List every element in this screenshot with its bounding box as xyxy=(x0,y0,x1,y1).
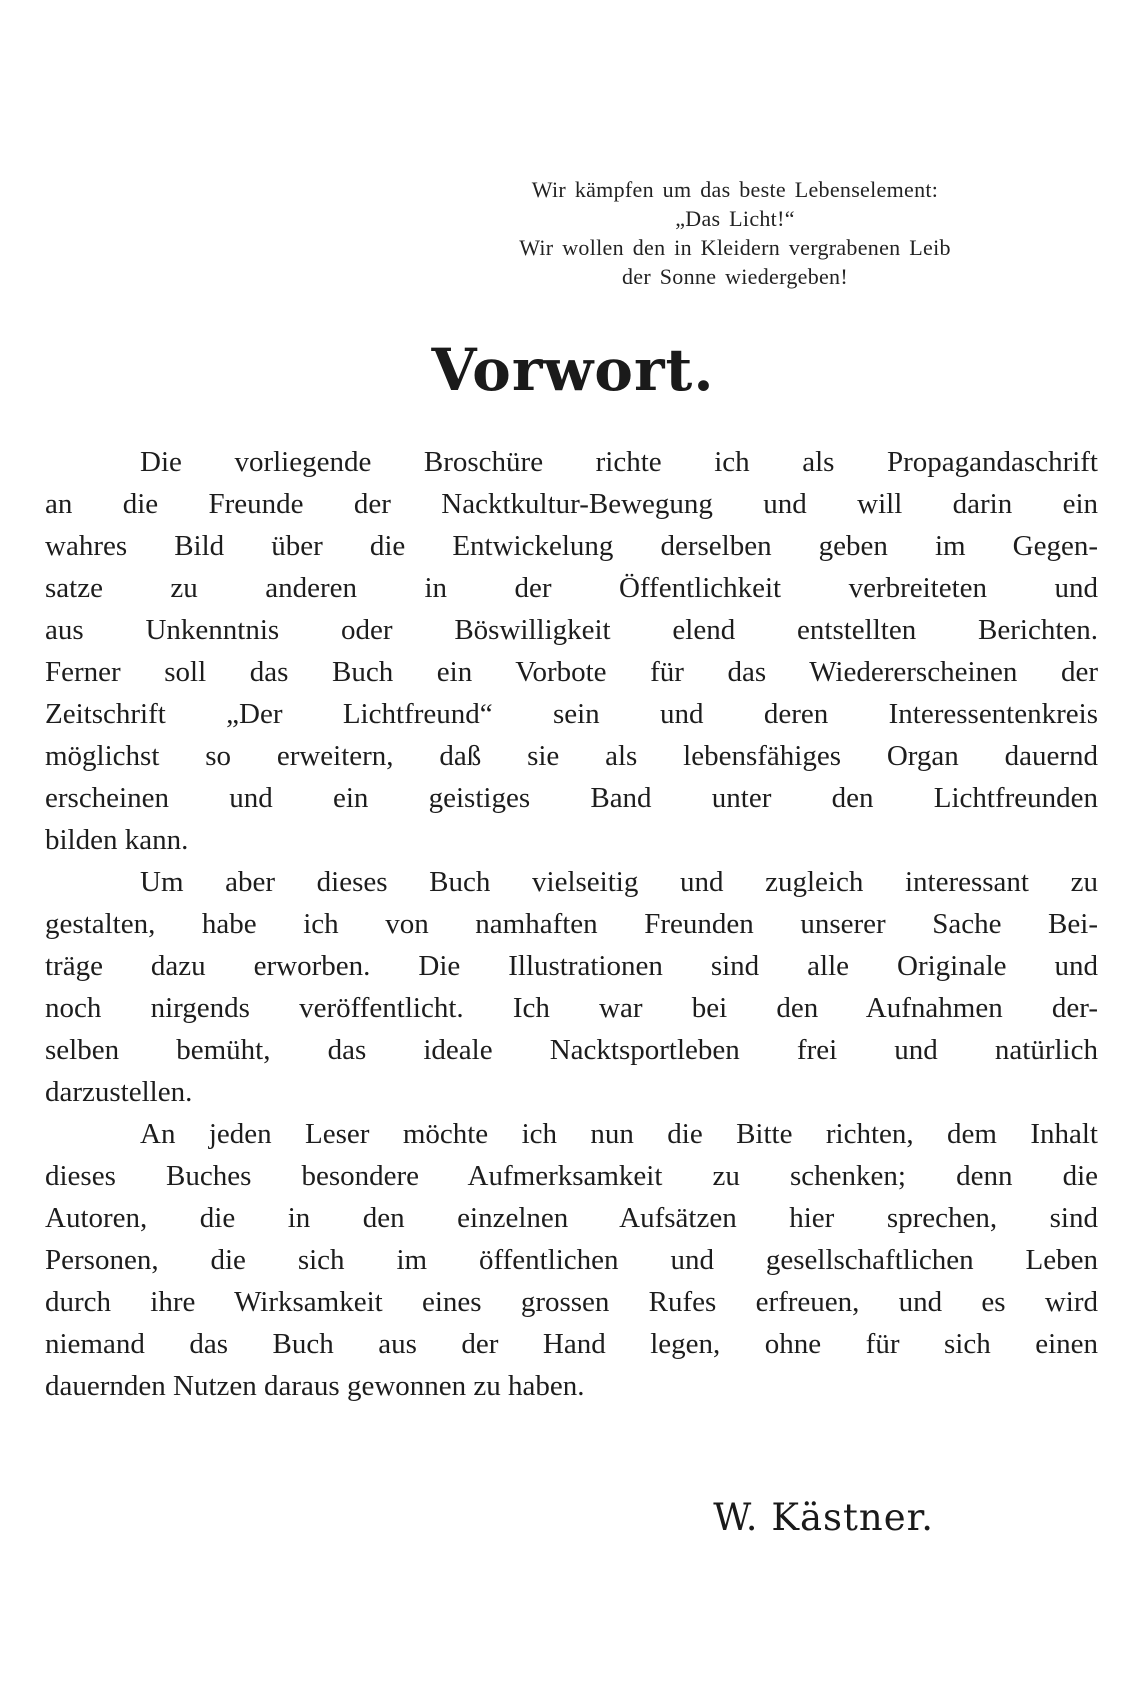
paragraph-line: erscheinen und ein geistiges Band unter den Lichtfreunden xyxy=(45,782,1098,814)
paragraph-line: darzustellen. xyxy=(45,1076,193,1108)
paragraph xyxy=(45,1113,1098,1407)
paragraph-line: Personen, die sich im öffentlichen und gesellschaftlichen Leben xyxy=(45,1244,1098,1276)
author-signature: W. Kästner. xyxy=(713,1496,934,1539)
epigraph xyxy=(500,175,970,291)
paragraph-line: träge dazu erworben. Die Illustrationen sind alle Originale und xyxy=(45,950,1098,982)
paragraph-line: Ferner soll das Buch ein Vorbote für das Wiedererscheinen der xyxy=(45,656,1098,688)
paragraph-line: an die Freunde der Nacktkultur-Bewegung und will darin ein xyxy=(45,488,1098,520)
paragraph-line: Autoren, die in den einzelnen Aufsätzen hier sprechen, sind xyxy=(45,1202,1098,1234)
paragraph-line: dauernden Nutzen daraus gewonnen zu haben. xyxy=(45,1370,585,1402)
epigraph-line: „Das Licht!“ xyxy=(675,206,795,231)
paragraph-line: Um aber dieses Buch vielseitig und zugleich interessant zu xyxy=(140,866,1098,898)
epigraph-line: der Sonne wiedergeben! xyxy=(621,264,848,289)
paragraph-line: bilden kann. xyxy=(45,824,189,856)
paragraph-line: aus Unkenntnis oder Böswilligkeit elend entstellten Berichten. xyxy=(45,614,1098,646)
epigraph-line: Wir wollen den in Kleidern vergrabenen Leib xyxy=(519,235,951,260)
paragraph-line: An jeden Leser möchte ich nun die Bitte richten, dem Inhalt xyxy=(140,1118,1098,1150)
paragraph-line: durch ihre Wirksamkeit eines grossen Rufes erfreuen, und es wird xyxy=(45,1286,1098,1318)
paragraph-line: niemand das Buch aus der Hand legen, ohne für sich einen xyxy=(45,1328,1098,1360)
paragraph-line: noch nirgends veröffentlicht. Ich war bei den Aufnahmen der- xyxy=(45,992,1098,1024)
preface-body xyxy=(45,441,1098,1407)
paragraph-line: selben bemüht, das ideale Nacktsportleben frei und natürlich xyxy=(45,1034,1098,1066)
paragraph-line: Die vorliegende Broschüre richte ich als Propagandaschrift xyxy=(140,446,1098,478)
epigraph-line: Wir kämpfen um das beste Lebenselement: xyxy=(531,177,939,202)
page-title: Vorwort. xyxy=(431,336,715,404)
paragraph-line: möglichst so erweitern, daß sie als lebensfähiges Organ dauernd xyxy=(45,740,1098,772)
paragraph-line: gestalten, habe ich von namhaften Freunden unserer Sache Bei- xyxy=(45,908,1098,940)
paragraph xyxy=(45,441,1098,861)
paragraph-line: dieses Buches besondere Aufmerksamkeit zu schenken; denn die xyxy=(45,1160,1098,1192)
paragraph-line: satze zu anderen in der Öffentlichkeit verbreiteten und xyxy=(45,572,1098,604)
paragraph-line: Zeitschrift „Der Lichtfreund“ sein und deren Interessentenkreis xyxy=(45,698,1098,730)
paragraph xyxy=(45,861,1098,1113)
paragraph-line: wahres Bild über die Entwickelung derselben geben im Gegen- xyxy=(45,530,1098,562)
